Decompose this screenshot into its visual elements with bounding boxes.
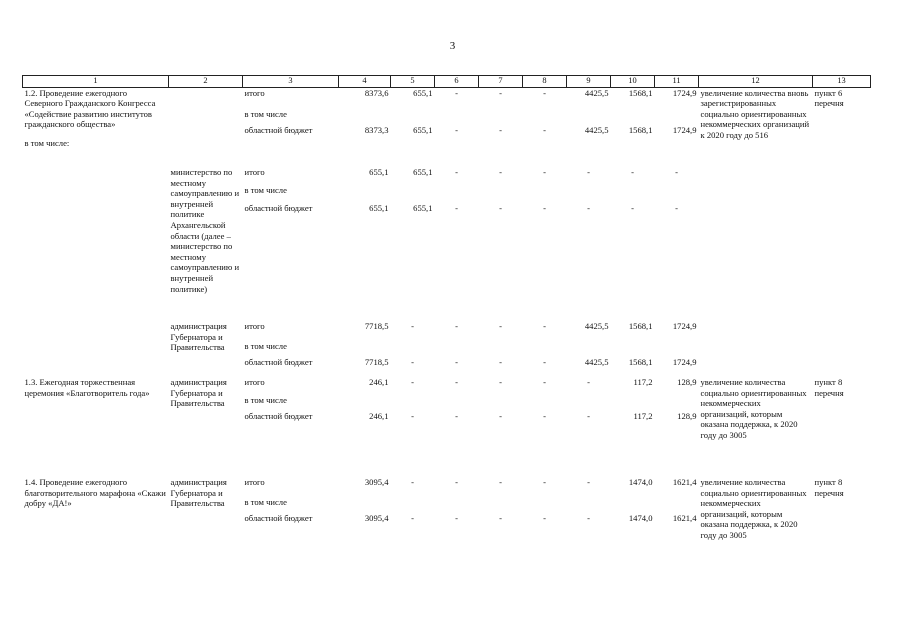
amount-cell [391,109,435,125]
amount-cell: - [499,377,502,388]
funding-source-label: областной бюджет [244,357,313,368]
amount-cell: 117,2 [633,377,653,388]
funding-source-label: в том числе [244,497,287,508]
executor [169,87,243,159]
page-number: 3 [449,40,456,52]
amount-cell: 4425,5 [584,357,609,368]
amount-cell: 655,1 [369,203,389,214]
amount-cell: 655,1 [413,167,433,178]
expected-result: увеличение количества социально ориентированных некоммерческих организаций, которым оказана поддержка, к 2020 году до 3005 [700,377,807,441]
activity-note: в том числе: [24,137,70,148]
funding-source-label: в том числе [244,109,287,120]
amount-cell [523,109,567,125]
amount-cell [567,497,611,513]
expected-result [699,321,813,377]
funding-source-label: в том числе [244,341,287,352]
amount-cell [479,395,523,411]
amount-cell: 3095,4 [364,513,389,524]
amount-cell: - [455,477,458,488]
amount-cell: 1621,4 [672,477,697,488]
amount-cell: - [455,411,458,422]
amount-cell [435,185,479,203]
expected-result: увеличение количества вновь зарегистрированных социально ориентированных некоммерческих организаций к 2020 году до 516 [700,87,810,140]
amount-cell [339,185,391,203]
column-number: 1 [23,76,169,88]
executor: администрация Губернатора и Правительства [170,321,227,353]
amount-cell: - [411,411,414,422]
column-number: 2 [169,76,243,88]
amount-cell: - [543,411,546,422]
amount-cell: - [543,167,546,178]
amount-cell [655,341,699,357]
amount-cell [655,497,699,513]
column-number: 7 [479,76,523,88]
amount-cell [339,497,391,513]
amount-cell: - [543,477,546,488]
amount-cell: - [587,477,590,488]
amount-cell: - [455,125,458,136]
amount-cell: - [455,87,458,98]
amount-cell: 8373,3 [364,125,389,136]
amount-cell [567,185,611,203]
block-spacer [23,159,871,167]
table-body [23,87,871,553]
amount-cell [435,497,479,513]
amount-cell: - [587,513,590,524]
amount-cell [339,395,391,411]
amount-cell [435,341,479,357]
amount-cell: - [543,321,546,332]
amount-cell [391,341,435,357]
table-row [23,167,871,185]
amount-cell: 1568,1 [628,87,653,98]
amount-cell: 1724,9 [672,125,697,136]
amount-cell [523,185,567,203]
amount-cell: - [675,167,678,178]
amount-cell [391,497,435,513]
amount-cell: - [587,411,590,422]
amount-cell: - [411,477,414,488]
amount-cell: - [455,167,458,178]
amount-cell: - [455,203,458,214]
amount-cell: - [543,203,546,214]
amount-cell: - [499,167,502,178]
amount-cell: - [499,125,502,136]
amount-cell [655,185,699,203]
expected-result: увеличение количества социально ориентированных некоммерческих организаций, которым оказана поддержка, к 2020 году до 3005 [700,477,807,541]
executor: министерство по местному самоуправлению и внутренней политике Архангельской области (далее – министерство по местному самоуправлению и внутренней политике) [170,167,240,294]
column-number: 5 [391,76,435,88]
indicator-link: пункт 6 перечня [814,87,844,109]
executor: администрация Губернатора и Правительства [170,477,227,509]
funding-source-label: в том числе [244,185,287,196]
amount-cell: - [631,167,634,178]
amount-cell: - [543,357,546,368]
amount-cell [523,497,567,513]
amount-cell: 655,1 [413,87,433,98]
amount-cell: 4425,5 [584,87,609,98]
column-number: 12 [699,76,813,88]
amount-cell [567,109,611,125]
column-number: 3 [243,76,339,88]
funding-source-label: итого [244,87,265,98]
amount-cell: - [455,357,458,368]
column-number: 11 [655,76,699,88]
amount-cell: - [411,357,414,368]
amount-cell [611,395,655,411]
amount-cell: - [411,513,414,524]
amount-cell [611,185,655,203]
funding-source-label: итого [244,477,265,488]
spacer-cell [23,159,871,167]
column-number: 9 [567,76,611,88]
amount-cell [655,395,699,411]
amount-cell: 655,1 [413,203,433,214]
activity-title: 1.2. Проведение ежегодного Северного Гражданского Конгресса «Содействие развитию институтов гражданского общества» [24,87,156,130]
amount-cell: 117,2 [633,411,653,422]
amount-cell: 7718,5 [364,357,389,368]
funding-source-label: областной бюджет [244,125,313,136]
amount-cell: 1568,1 [628,125,653,136]
column-number: 10 [611,76,655,88]
amount-cell: 655,1 [369,167,389,178]
amount-cell: 1621,4 [672,513,697,524]
amount-cell: 246,1 [369,411,389,422]
amount-cell: - [455,513,458,524]
activity-description [23,321,169,377]
funding-source-label: итого [244,321,265,332]
amount-cell: - [499,357,502,368]
amount-cell: - [631,203,634,214]
amount-cell [479,109,523,125]
expected-result [699,167,813,321]
amount-cell: - [455,377,458,388]
amount-cell: - [499,87,502,98]
funding-source-label: итого [244,377,265,388]
table-row [23,321,871,341]
funding-source-label: в том числе [244,395,287,406]
amount-cell [611,341,655,357]
amount-cell [655,109,699,125]
amount-cell: - [587,167,590,178]
amount-cell: 1568,1 [628,357,653,368]
funding-source-label: областной бюджет [244,203,313,214]
indicator-link: пункт 8 перечня [814,377,844,398]
amount-cell [567,395,611,411]
amount-cell: - [587,377,590,388]
block-spacer [23,469,871,477]
amount-cell: - [411,377,414,388]
amount-cell: - [587,203,590,214]
amount-cell [339,109,391,125]
table-row [23,377,871,395]
amount-cell: 1724,9 [672,357,697,368]
amount-cell: - [675,203,678,214]
indicator-link [813,167,871,321]
activity-title: 1.3. Ежегодная торжественная церемония «Благотворитель года» [24,377,150,398]
amount-cell: - [499,411,502,422]
activity-description [23,377,169,469]
amount-cell: 1474,0 [628,513,653,524]
amount-cell [523,395,567,411]
amount-cell [435,395,479,411]
amount-cell: 128,9 [677,377,697,388]
amount-cell: 128,9 [677,411,697,422]
amount-cell: 1724,9 [672,321,697,332]
column-number: 4 [339,76,391,88]
amount-cell: - [543,377,546,388]
amount-cell: 8373,6 [364,87,389,98]
activity-description [23,87,169,159]
amount-cell: 3095,4 [364,477,389,488]
amount-cell [339,341,391,357]
amount-cell: - [499,477,502,488]
activity-title: 1.4. Проведение ежегодного благотворительного марафона «Скажи добру «ДА!» [24,477,166,509]
indicator-link [813,321,871,377]
amount-cell: 4425,5 [584,321,609,332]
amount-cell: - [543,125,546,136]
indicator-link: пункт 8 перечня [814,477,844,498]
column-number: 6 [435,76,479,88]
executor: администрация Губернатора и Правительства [170,377,227,409]
amount-cell: 7718,5 [364,321,389,332]
amount-cell [479,185,523,203]
amount-cell: - [543,87,546,98]
amount-cell: 1474,0 [628,477,653,488]
activity-description [23,167,169,321]
column-number: 13 [813,76,871,88]
amount-cell [523,341,567,357]
activity-description [23,477,169,553]
amount-cell: - [499,513,502,524]
amount-cell [435,109,479,125]
amount-cell [611,109,655,125]
amount-cell [479,341,523,357]
spacer-cell [23,469,871,477]
funding-source-label: областной бюджет [244,411,313,422]
amount-cell: 1568,1 [628,321,653,332]
amount-cell: 4425,5 [584,125,609,136]
amount-cell: - [411,321,414,332]
amount-cell [611,497,655,513]
amount-cell: - [499,321,502,332]
amount-cell [479,497,523,513]
amount-cell: - [499,203,502,214]
amount-cell: - [455,321,458,332]
table-row [23,87,871,109]
amount-cell [567,341,611,357]
amount-cell: - [543,513,546,524]
funding-source-label: итого [244,167,265,178]
amount-cell: 246,1 [369,377,389,388]
program-table [22,75,871,553]
column-number: 8 [523,76,567,88]
amount-cell [391,185,435,203]
amount-cell: 1724,9 [672,87,697,98]
funding-source-label: областной бюджет [244,513,313,524]
column-number-row [23,76,871,88]
amount-cell: 655,1 [413,125,433,136]
amount-cell [391,395,435,411]
table-row [23,477,871,497]
